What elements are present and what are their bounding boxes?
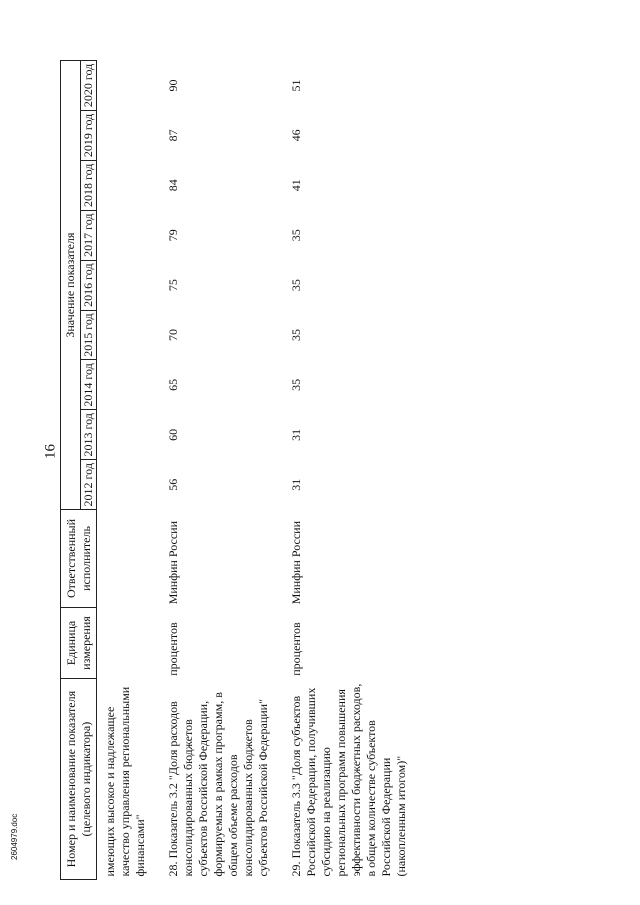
header-exec: Ответственный исполнитель bbox=[61, 510, 97, 608]
page-number: 16 bbox=[42, 444, 59, 459]
row-value: 84 bbox=[166, 179, 180, 192]
row-value bbox=[97, 110, 161, 160]
row-value bbox=[97, 410, 161, 460]
row-name: 28. Показатель 3.2 "Доля расходов консолидированных бюджетов субъектов Российской Федерации, формируемых в рамках программ, в общем объеме расходов консолидированных бюджетов субъектов Российской Федерации" bbox=[166, 692, 270, 877]
row-value: 46 bbox=[289, 129, 303, 142]
row-value: 31 bbox=[289, 428, 303, 441]
row-value: 35 bbox=[289, 229, 303, 242]
row-value bbox=[97, 160, 161, 210]
row-value: 75 bbox=[166, 279, 180, 292]
row-value: 90 bbox=[166, 79, 180, 92]
row-value bbox=[97, 260, 161, 310]
header-year: 2014 год bbox=[81, 360, 97, 410]
header-year: 2015 год bbox=[81, 310, 97, 360]
row-unit: процентов bbox=[289, 622, 303, 676]
footer-doc-name: 2604979.doc bbox=[10, 813, 19, 860]
row-exec bbox=[97, 510, 161, 608]
row-value: 70 bbox=[166, 329, 180, 342]
indicator-table bbox=[60, 60, 421, 880]
row-value: 56 bbox=[166, 478, 180, 491]
table-row bbox=[97, 61, 161, 880]
row-value: 35 bbox=[289, 279, 303, 292]
row-unit bbox=[97, 607, 161, 678]
header-year: 2020 год bbox=[81, 61, 97, 111]
header-name: Номер и наименование показателя (целевого индикатора) bbox=[61, 679, 97, 880]
row-value: 87 bbox=[166, 129, 180, 142]
row-value bbox=[97, 210, 161, 260]
table-row bbox=[160, 61, 283, 880]
header-values-group: Значение показателя bbox=[61, 61, 81, 510]
row-value: 79 bbox=[166, 229, 180, 242]
row-value: 60 bbox=[166, 428, 180, 441]
row-value bbox=[97, 61, 161, 111]
header-unit: Единица измерения bbox=[61, 607, 97, 678]
row-name: имеющих высокое и надлежащее качество управления региональными финансами" bbox=[103, 686, 147, 877]
row-value: 65 bbox=[166, 378, 180, 391]
row-unit: процентов bbox=[166, 622, 180, 676]
row-value bbox=[97, 460, 161, 510]
row-exec: Минфин России bbox=[289, 520, 303, 605]
row-value: 51 bbox=[289, 79, 303, 92]
row-value: 35 bbox=[289, 378, 303, 391]
row-value: 31 bbox=[289, 478, 303, 491]
row-value bbox=[97, 310, 161, 360]
row-value bbox=[97, 360, 161, 410]
header-year: 2016 год bbox=[81, 260, 97, 310]
header-year: 2019 год bbox=[81, 110, 97, 160]
row-name: 29. Показатель 3.3 "Доля субъектов Российской Федерации, получивших субсидию на реализацию региональных программ повышения эффективности бюджетных расходов, в общем количестве субъектов Российской Федерации (накопленным итогом)" bbox=[289, 683, 408, 877]
row-exec: Минфин России bbox=[166, 520, 180, 605]
header-year: 2012 год bbox=[81, 460, 97, 510]
table-row bbox=[283, 61, 421, 880]
header-year: 2017 год bbox=[81, 210, 97, 260]
header-year: 2018 год bbox=[81, 160, 97, 210]
row-value: 35 bbox=[289, 329, 303, 342]
header-year: 2013 год bbox=[81, 410, 97, 460]
rotated-table-container bbox=[60, 40, 620, 880]
row-value: 41 bbox=[289, 179, 303, 192]
